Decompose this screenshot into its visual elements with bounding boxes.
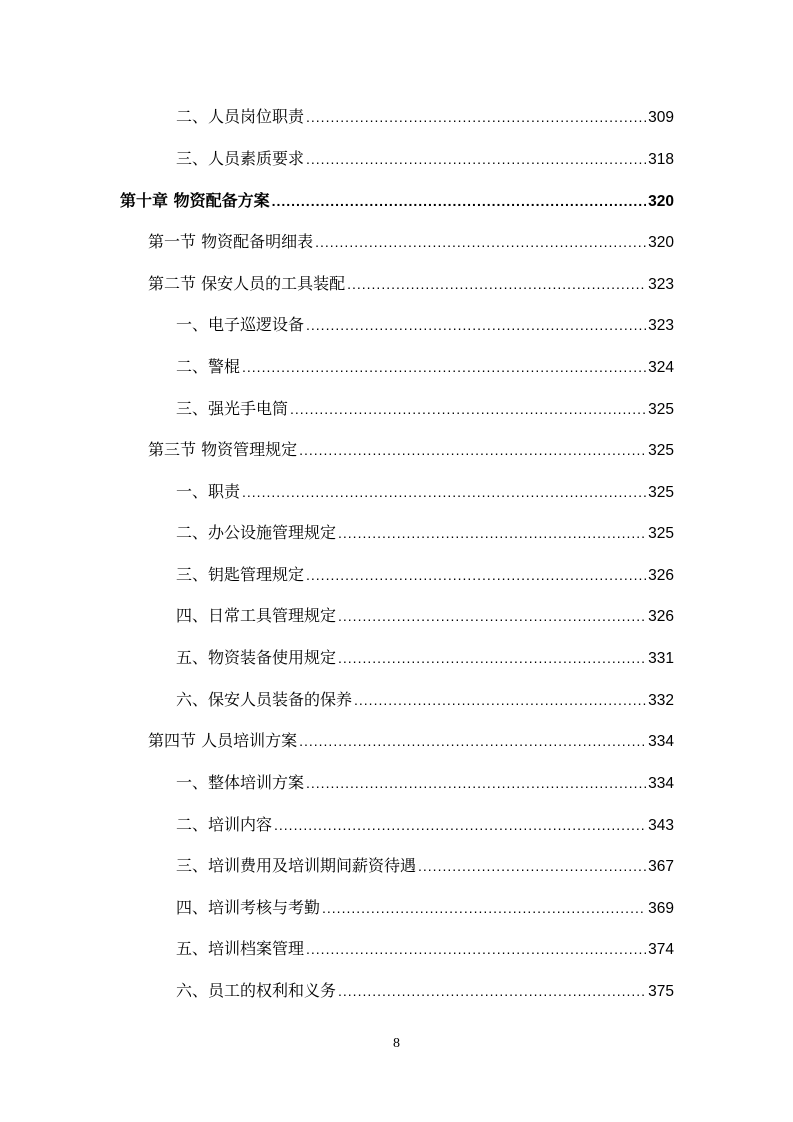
toc-leader (299, 436, 646, 464)
toc-entry-page: 320 (648, 234, 674, 251)
toc-section-entry[interactable] (148, 727, 674, 755)
toc-entry[interactable] (176, 769, 674, 797)
toc-entry-page: 325 (648, 442, 674, 459)
toc-entry-label: 第四节 人员培训方案 (148, 731, 298, 750)
toc-entry[interactable] (176, 935, 674, 963)
toc-leader (299, 727, 646, 755)
toc-leader (338, 519, 646, 547)
toc-entry-page: 369 (648, 900, 674, 917)
toc-leader (306, 145, 646, 173)
toc-leader (322, 894, 646, 922)
toc-entry-label: 二、办公设施管理规定 (176, 523, 337, 542)
toc-entry-page: 325 (648, 401, 674, 418)
toc-entry-page: 332 (648, 692, 674, 709)
toc-entry[interactable] (176, 852, 674, 880)
toc-entry-label: 二、警棍 (176, 357, 241, 376)
toc-entry-label: 三、强光手电筒 (176, 399, 289, 418)
toc-entry[interactable] (176, 353, 674, 381)
toc-entry-label: 第三节 物资管理规定 (148, 440, 298, 459)
toc-leader (347, 270, 646, 298)
toc-entry-label: 四、培训考核与考勤 (176, 898, 321, 917)
toc-leader (354, 686, 646, 714)
toc-leader (290, 395, 646, 423)
toc-entry-page: 343 (648, 817, 674, 834)
toc-leader (338, 602, 646, 630)
toc-leader (306, 935, 646, 963)
toc-section-entry[interactable] (148, 228, 674, 256)
toc-entry-page: 326 (648, 608, 674, 625)
toc-entry[interactable] (176, 519, 674, 547)
toc-entry-page: 323 (648, 276, 674, 293)
toc-entry-page: 309 (648, 109, 674, 126)
toc-chapter-entry[interactable] (120, 187, 674, 215)
toc-leader (315, 228, 646, 256)
toc-leader (272, 187, 647, 215)
toc-entry[interactable] (176, 478, 674, 506)
toc-entry-label: 一、整体培训方案 (176, 773, 305, 792)
toc-entry-page: 325 (648, 525, 674, 542)
toc-entry[interactable] (176, 811, 674, 839)
toc-leader (274, 811, 646, 839)
toc-leader (306, 311, 646, 339)
toc-leader (306, 769, 646, 797)
toc-entry-label: 第十章 物资配备方案 (120, 191, 270, 210)
toc-entry-label: 第一节 物资配备明细表 (148, 232, 314, 251)
toc-entry-label: 六、员工的权利和义务 (176, 981, 337, 1000)
toc-entry[interactable] (176, 311, 674, 339)
toc-entry-label: 一、职责 (176, 482, 241, 501)
toc-entry[interactable] (176, 103, 674, 131)
toc-leader (418, 852, 646, 880)
toc-leader (242, 353, 646, 381)
toc-entry-page: 334 (648, 775, 674, 792)
toc-leader (306, 103, 646, 131)
toc-entry-page: 374 (648, 941, 674, 958)
toc-entry-label: 三、培训费用及培训期间薪资待遇 (176, 856, 417, 875)
toc-entry-label: 六、保安人员装备的保养 (176, 690, 353, 709)
toc-leader (306, 561, 646, 589)
toc-entry-page: 318 (648, 151, 674, 168)
page-number: 8 (393, 1036, 400, 1051)
toc-section-entry[interactable] (148, 270, 674, 298)
toc-entry-label: 五、培训档案管理 (176, 939, 305, 958)
toc-entry[interactable] (176, 644, 674, 672)
toc-entry[interactable] (176, 977, 674, 1005)
toc-entry-label: 二、人员岗位职责 (176, 107, 305, 126)
toc-entry-label: 第二节 保安人员的工具装配 (148, 274, 346, 293)
toc-entry-label: 三、钥匙管理规定 (176, 565, 305, 584)
toc-entry-page: 325 (648, 484, 674, 501)
toc-entry-label: 三、人员素质要求 (176, 149, 305, 168)
toc-entry-page: 334 (648, 733, 674, 750)
toc-entry-page: 367 (648, 858, 674, 875)
toc-leader (242, 478, 646, 506)
toc-entry[interactable] (176, 145, 674, 173)
toc-entry-label: 五、物资装备使用规定 (176, 648, 337, 667)
toc-entry-page: 326 (648, 567, 674, 584)
toc-entry[interactable] (176, 561, 674, 589)
toc-entry-label: 四、日常工具管理规定 (176, 606, 337, 625)
toc-entry-label: 一、电子巡逻设备 (176, 315, 305, 334)
toc-entry-page: 320 (648, 193, 674, 210)
toc-entry-page: 323 (648, 317, 674, 334)
toc-entry-page: 324 (648, 359, 674, 376)
toc-entry-page: 331 (648, 650, 674, 667)
toc-entry[interactable] (176, 602, 674, 630)
toc-entry-label: 二、培训内容 (176, 815, 273, 834)
toc-entry[interactable] (176, 894, 674, 922)
toc-leader (338, 977, 646, 1005)
toc-section-entry[interactable] (148, 436, 674, 464)
toc-entry[interactable] (176, 686, 674, 714)
toc-entry-page: 375 (648, 983, 674, 1000)
toc-leader (338, 644, 646, 672)
toc-entry[interactable] (176, 395, 674, 423)
